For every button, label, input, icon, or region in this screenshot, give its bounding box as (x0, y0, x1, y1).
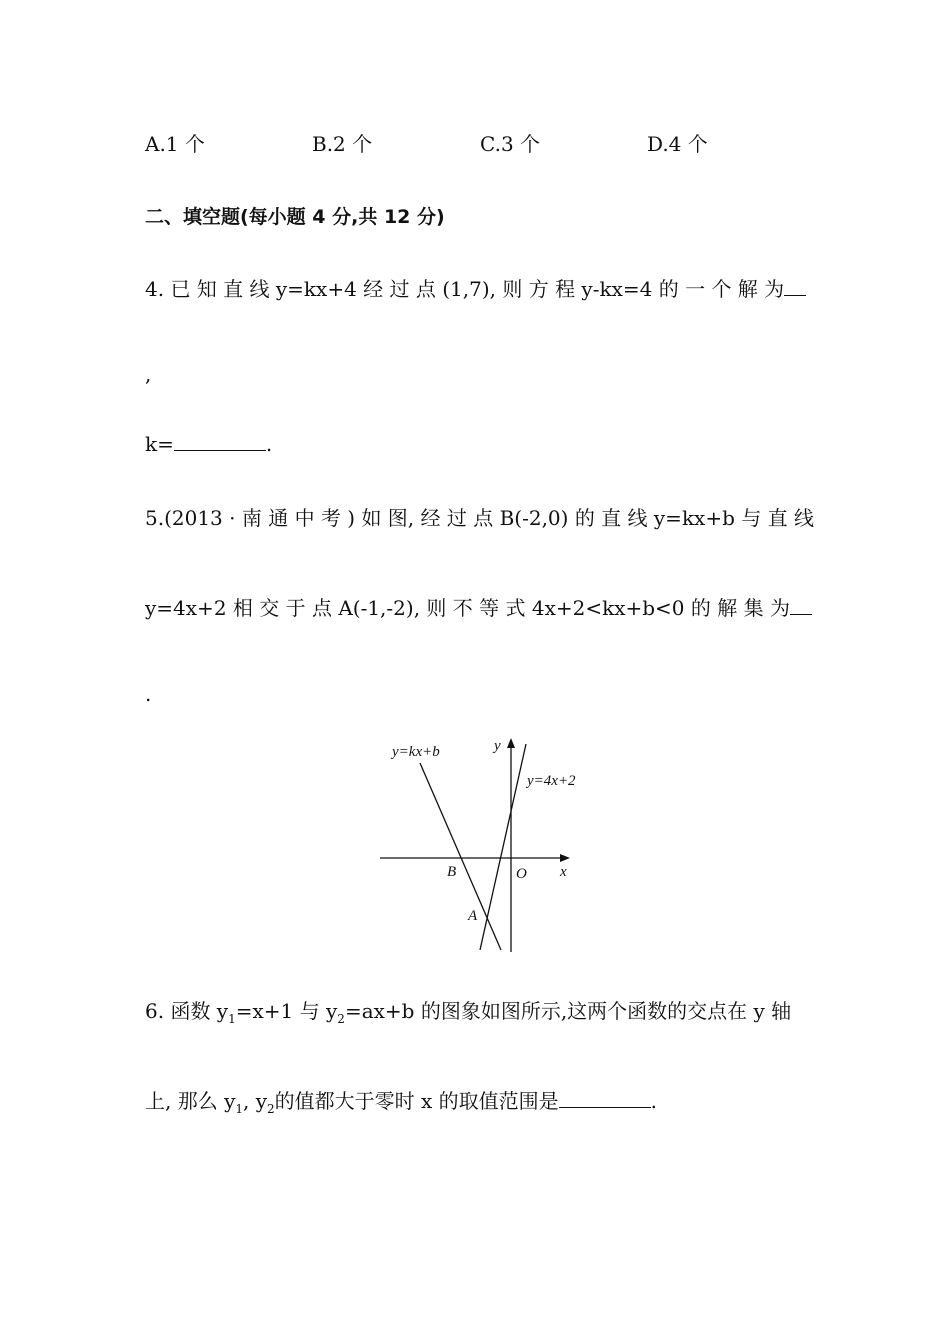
q5-end: . (145, 682, 152, 706)
q6-l2-text-2: , y (243, 1089, 268, 1113)
x-axis-label: x (560, 864, 567, 880)
q5-line2 (145, 592, 812, 621)
q5-text: y=4x+2 相 交 于 点 A(-1,-2), 则 不 等 式 4x+2<kx+b<0 的 解 集 为 (145, 596, 790, 620)
q6-l2-sub-1: 1 (235, 1102, 244, 1116)
origin-label: O (516, 866, 527, 882)
q6-line1 (145, 995, 791, 1026)
point-b-label: B (447, 864, 457, 880)
label-kx-b: y=kx+b (392, 744, 440, 760)
q5-blank (790, 596, 812, 615)
q6-l2-text-1: 上, 那么 y (145, 1089, 236, 1113)
q6-sub-1: 1 (228, 1012, 236, 1026)
q6-text-2: =x+1 与 y (235, 999, 338, 1023)
point-a-label: A (468, 908, 478, 924)
q4-blank-2 (174, 432, 266, 451)
label-4x-2: y=4x+2 (527, 773, 576, 789)
q6-sub-2: 2 (337, 1012, 345, 1026)
option-c: C.3 个 (480, 132, 541, 156)
q5-figure (370, 730, 610, 960)
q6-l2-sub-2: 2 (267, 1102, 275, 1116)
line-4x-2 (480, 744, 526, 950)
option-b: B.2 个 (312, 132, 373, 156)
line-kx-b (420, 763, 501, 950)
y-axis-arrow (507, 738, 515, 748)
q5-line1: 5.(2013 · 南 通 中 考 ) 如 图, 经 过 点 B(-2,0) 的 直 线 y=kx+b 与 直 线 (145, 506, 814, 530)
section-heading: 二、填空题(每小题 4 分,共 12 分) (145, 206, 445, 228)
q4-k-label: k= (145, 432, 174, 456)
q4-blank-1 (784, 277, 806, 296)
q6-line2 (145, 1085, 657, 1116)
option-d: D.4 个 (647, 132, 708, 156)
option-a: A.1 个 (145, 132, 205, 156)
q4-end: . (265, 432, 273, 456)
q6-blank (559, 1089, 651, 1108)
q6-text-3: =ax+b 的图象如图所示,这两个函数的交点在 y 轴 (344, 999, 792, 1023)
q4-line1 (145, 273, 806, 302)
q4-text: 4. 已 知 直 线 y=kx+4 经 过 点 (1,7), 则 方 程 y-kx=4 的 一 个 解 为 (145, 277, 785, 301)
q4-line3 (145, 432, 272, 456)
q6-l2-text-3: 的值都大于零时 x 的取值范围是 (274, 1089, 559, 1113)
q6-end: . (650, 1089, 658, 1113)
x-axis-arrow (560, 854, 570, 862)
q6-text-1: 6. 函数 y (145, 999, 229, 1023)
q4-comma: , (145, 362, 152, 386)
y-axis-label: y (494, 738, 501, 754)
